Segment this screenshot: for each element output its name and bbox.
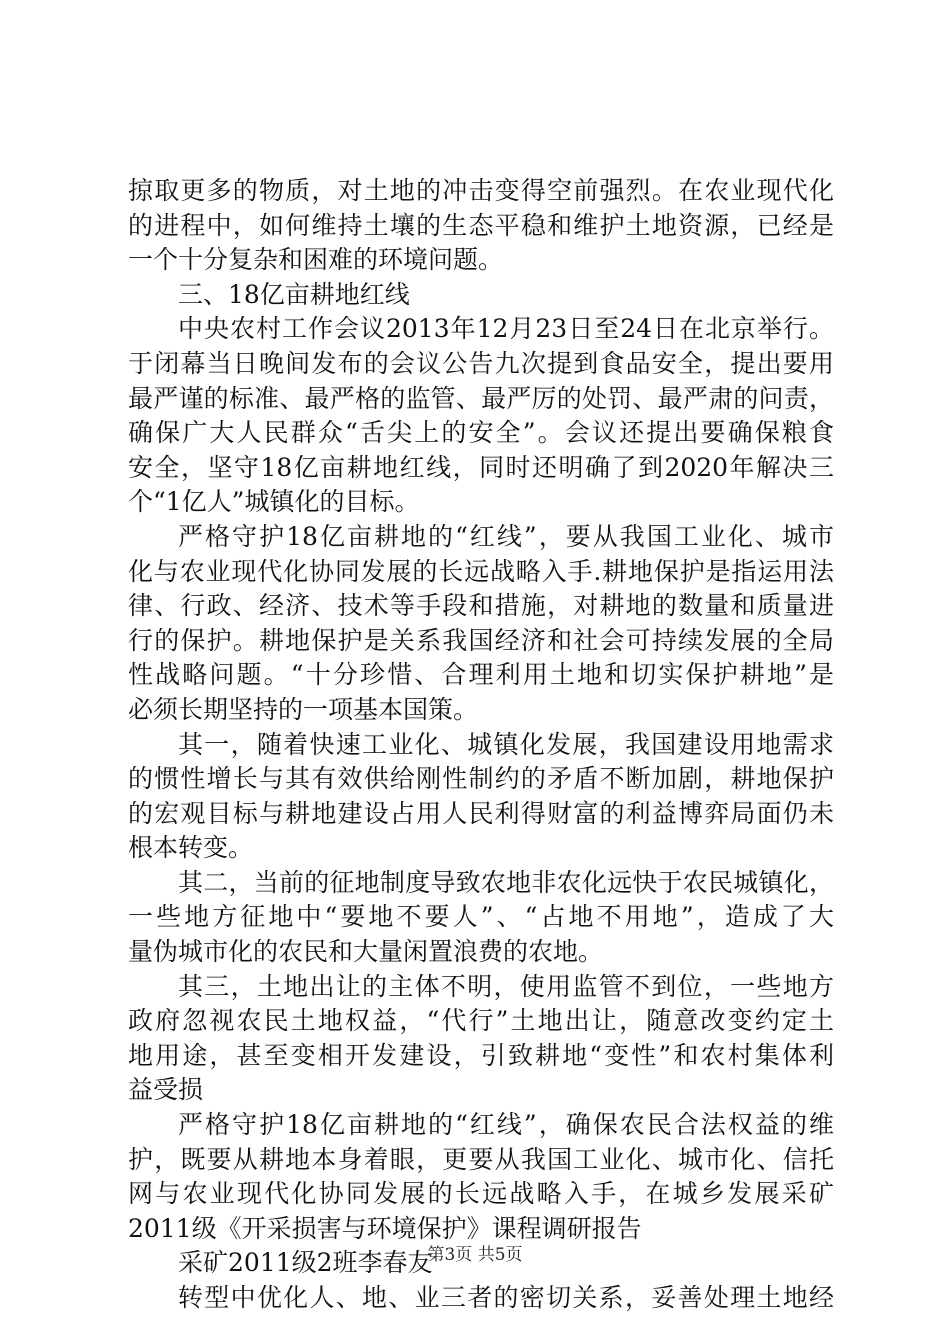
text-line: 性战略问题。“十分珍惜、合理利用土地和切实保护耕地”是 <box>128 660 834 690</box>
text-line: 量伪城市化的农民和大量闲置浪费的农地。 <box>128 937 604 967</box>
text-line: 益受损 <box>128 1075 204 1105</box>
text-line: 安全，坚守18亿亩耕地红线，同时还明确了到2020年解决三 <box>128 452 834 482</box>
text-line: 2011级《开采损害与环境保护》课程调研报告 <box>128 1213 642 1243</box>
text-line: 的惯性增长与其有效供给刚性制约的矛盾不断加剧，耕地保护 <box>128 764 834 794</box>
text-line: 严格守护18亿亩耕地的“红线”，要从我国工业化、城市 <box>178 521 834 551</box>
text-line: 地用途，甚至变相开发建设，引致耕地“变性”和农村集体利 <box>128 1040 834 1070</box>
text-line: 行的保护。耕地保护是关系我国经济和社会可持续发展的全局 <box>128 625 834 655</box>
text-line: 采矿2011级2班李春友 <box>178 1248 433 1278</box>
text-line: 其三，土地出让的主体不明，使用监管不到位，一些地方 <box>178 971 834 1001</box>
text-line: 的进程中，如何维持土壤的生态平稳和维护土地资源，已经是 <box>128 210 834 240</box>
text-line: 必须长期坚持的一项基本国策。 <box>128 694 479 724</box>
text-line: 确保广大人民群众“舌尖上的安全”。会议还提出要确保粮食 <box>128 418 834 448</box>
text-line: 护，既要从耕地本身着眼，更要从我国工业化、城市化、信托 <box>128 1144 834 1174</box>
text-line: 转型中优化人、地、业三者的密切关系，妥善处理土地经 <box>178 1283 834 1312</box>
text-line: 化与农业现代化协同发展的长远战略入手.耕地保护是指运用法 <box>128 556 834 586</box>
text-line: 其一，随着快速工业化、城镇化发展，我国建设用地需求 <box>178 729 834 759</box>
text-line: 最严谨的标准、最严格的监管、最严厉的处罚、最严肃的问责， <box>128 383 834 413</box>
document-body <box>128 174 834 1316</box>
text-line: 一个十分复杂和困难的环境问题。 <box>128 245 504 275</box>
text-line: 其二，当前的征地制度导致农地非农化远快于农民城镇化， <box>178 867 834 897</box>
text-line: 严格守护18亿亩耕地的“红线”，确保农民合法权益的维 <box>178 1110 834 1140</box>
text-line: 三、18亿亩耕地红线 <box>178 279 410 309</box>
text-line: 个“1亿人”城镇化的目标。 <box>128 487 420 517</box>
page-footer: 第3页 共5页 <box>427 1245 523 1265</box>
text-line: 于闭幕当日晚间发布的会议公告九次提到食品安全，提出要用 <box>128 348 834 378</box>
text-line: 网与农业现代化协同发展的长远战略入手，在城乡发展采矿 <box>128 1179 834 1209</box>
text-line: 一些地方征地中“要地不要人”、“占地不用地”，造成了大 <box>128 902 834 932</box>
text-line: 政府忽视农民土地权益，“代行”土地出让，随意改变约定土 <box>128 1006 834 1036</box>
text-line: 根本转变。 <box>128 833 254 863</box>
text-line: 的宏观目标与耕地建设占用人民利得财富的利益博弈局面仍未 <box>128 798 834 828</box>
text-line: 中央农村工作会议2013年12月23日至24日在北京举行。 <box>178 314 834 344</box>
text-line: 掠取更多的物质，对土地的冲击变得空前强烈。在农业现代化 <box>128 176 834 205</box>
text-line: 律、行政、经济、技术等手段和措施，对耕地的数量和质量进 <box>128 591 834 621</box>
